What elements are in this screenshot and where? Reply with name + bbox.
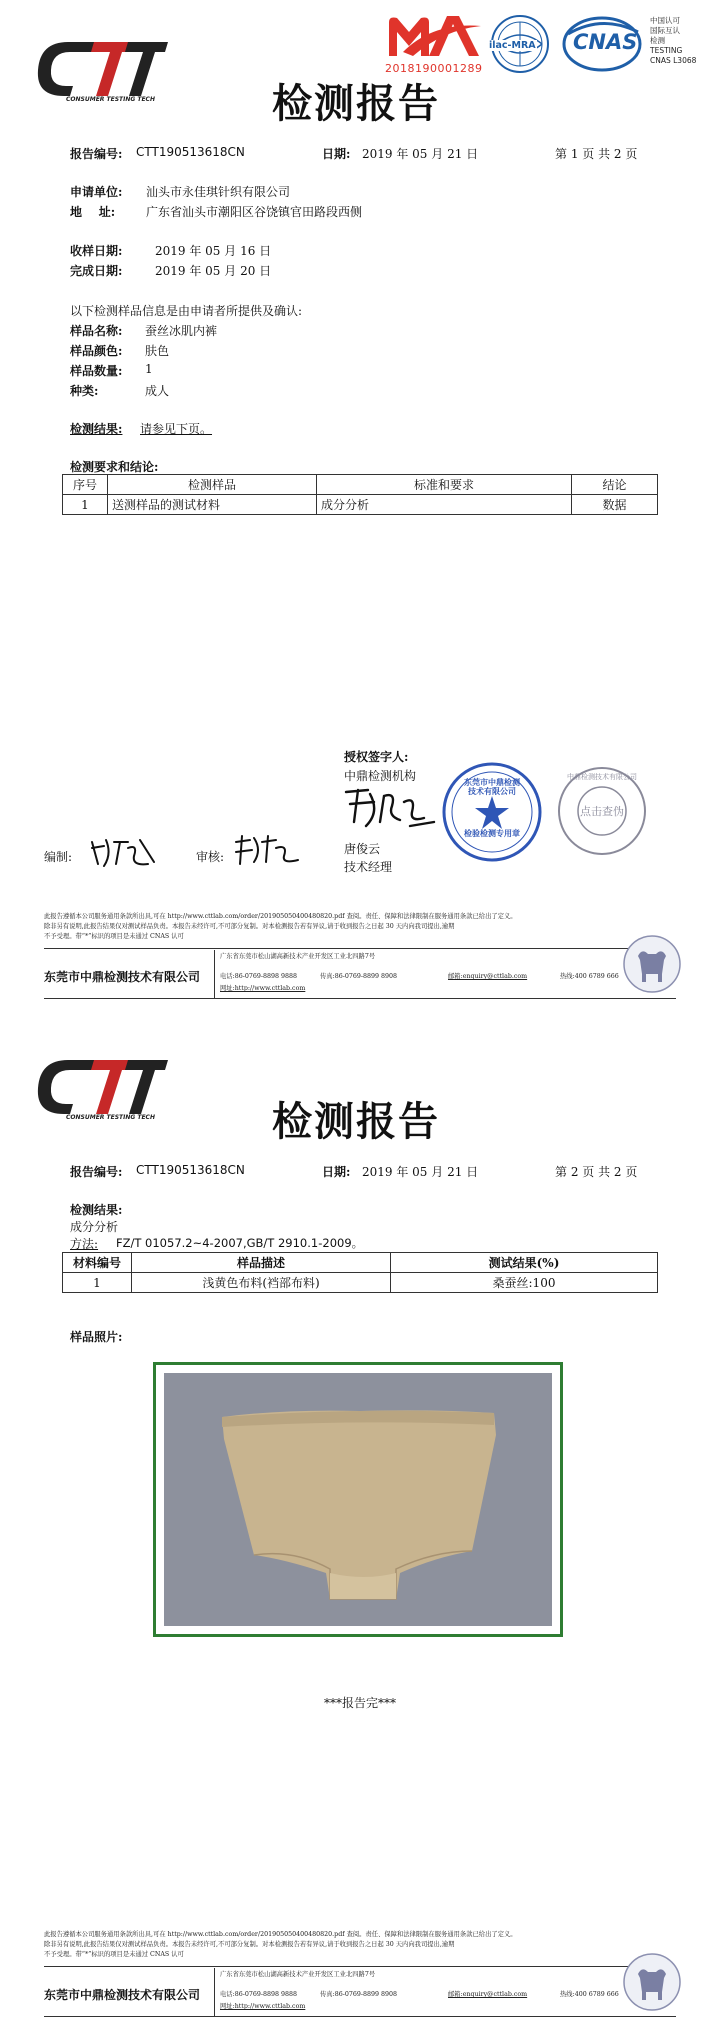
report-no: CTT190513618CN [136, 145, 245, 159]
sample-name-label: 样品名称: [70, 324, 123, 338]
table-row [63, 495, 658, 515]
footer-hotline: 热线:400 6789 666 [560, 1991, 619, 1998]
sample-color: 肤色 [145, 344, 170, 358]
table-row [63, 1273, 658, 1293]
table-cell: 成分分析 [317, 495, 572, 515]
address-value: 广东省汕头市潮阳区谷饶镇官田路段西侧 [146, 205, 363, 219]
sample-kind: 成人 [145, 384, 170, 398]
cma-number: 2018190001289 [385, 62, 483, 75]
sample-qty-label: 样品数量: [70, 364, 123, 378]
sample-name: 蚕丝冰肌内裤 [145, 324, 218, 338]
ctt-logo [30, 1048, 165, 1123]
footer-web[interactable]: 网址:http://www.cttlab.com [220, 2003, 306, 2010]
footer-hotline: 热线:400 6789 666 [560, 973, 619, 980]
report-no: CTT190513618CN [136, 1163, 245, 1177]
sample-photo [164, 1373, 552, 1626]
table-cell: 浅黄色布料(裆部布料) [132, 1273, 391, 1293]
footer-company: 东莞市中鼎检测技术有限公司 [44, 1988, 201, 2002]
receive-date-label: 收样日期: [70, 244, 123, 258]
inspection-seal [440, 760, 544, 864]
report-page-2 [0, 1018, 720, 2036]
signer-title: 技术经理 [344, 860, 393, 874]
header-cell: 标准和要求 [317, 475, 572, 495]
cattle-emblem-icon [622, 1952, 682, 2012]
sample-color-label: 样品颜色: [70, 344, 123, 358]
reviewer-signature [232, 832, 302, 872]
sample-intro: 以下检测样品信息是由申请者所提供及确认: [70, 304, 303, 318]
method-value: FZ/T 01057.2~4-2007,GB/T 2910.1-2009。 [116, 1236, 364, 1250]
applicant-name: 汕头市永佳琪针织有限公司 [146, 185, 291, 199]
table-cell: 1 [63, 495, 108, 515]
reviewer-label: 审核: [196, 850, 225, 864]
address-label: 地 址: [70, 205, 116, 219]
seal-sub-text: 检验检测专用章 [464, 828, 520, 838]
footer-address: 广东省东莞市松山湖高新技术产业开发区工业北四路7号 [220, 953, 376, 960]
table-cell: 桑蚕丝:100 [391, 1273, 658, 1293]
cnas-logo-text: CNAS [573, 30, 638, 54]
disclaimer-block [44, 1930, 684, 1960]
report-title: 检测报告 [272, 1098, 440, 1145]
sample-qty: 1 [145, 362, 153, 376]
disclaimer-line: 除非另有说明,此报告结果仅对测试样品负责。本报告未经许可,不可部分复制。对本检测报告若有异议,请于收到报告之日起 30 天内向我司提出,逾期 [44, 923, 455, 930]
disclaimer-line: 此报告遵循本公司服务通用条款所出具,可在 http://www.cttlab.com/order/20190505040048​0820.pdf 查阅。责任、保障和法律限制在服务通用条款已给出了定义。 [44, 1931, 517, 1938]
ctt-logo-subtitle: CONSUMER TESTING TECH [66, 1114, 155, 1121]
footer-divider [44, 1966, 676, 1967]
disclaimer-line: 不予受理。带“*”标识的项目是未通过 CNAS 认可 [44, 933, 184, 940]
sample-kind-label: 种类: [70, 384, 99, 398]
applicant-label: 申请单位: [70, 185, 123, 199]
date-label: 日期: [322, 147, 351, 161]
footer-fax: 传真:86-0769-8899 8908 [320, 1991, 398, 1998]
footer-company: 东莞市中鼎检测技术有限公司 [44, 970, 201, 984]
disclaimer-block [44, 912, 684, 942]
footer-web[interactable]: 网址:http://www.cttlab.com [220, 985, 306, 992]
seal-org-text: 东莞市中鼎检测技术有限公司 [464, 777, 520, 796]
disclaimer-line: 不予受理。带“*”标识的项目是未通过 CNAS 认可 [44, 1951, 184, 1958]
table-cell: 1 [63, 1273, 132, 1293]
anti-fake-seal-text: 中鼎检测技术有限公司 [567, 773, 637, 781]
ctt-logo-subtitle: CONSUMER TESTING TECH [66, 96, 155, 103]
signer-signature [340, 782, 440, 832]
report-title: 检测报告 [272, 80, 440, 127]
ctt-logo [30, 30, 165, 105]
result-value: 请参见下页。 [140, 422, 213, 436]
header-cell: 测试结果(%) [391, 1253, 658, 1273]
footer-separator [214, 950, 215, 998]
report-no-label: 报告编号: [70, 1165, 123, 1179]
footer-divider-bottom [44, 2016, 676, 2017]
report-date: 2019 年 05 月 21 日 [362, 1165, 479, 1179]
disclaimer-line: 除非另有说明,此报告结果仅对测试样品负责。本报告未经许可,不可部分复制。对本检测报告若有异议,请于收到报告之日起 30 天内向我司提出,逾期 [44, 1941, 455, 1948]
footer-separator [214, 1968, 215, 2016]
ilac-mra-label: ilac-MRA [489, 40, 536, 51]
sample-photo-frame [153, 1362, 563, 1637]
date-label: 日期: [322, 1165, 351, 1179]
anti-fake-center[interactable]: 点击查伪 [580, 805, 624, 818]
complete-date-label: 完成日期: [70, 264, 123, 278]
table-cell: 送测样品的测试材料 [108, 495, 317, 515]
method-label: 方法: [70, 1237, 99, 1251]
signer-name: 唐俊云 [344, 842, 381, 856]
header-cell: 样品描述 [132, 1253, 391, 1273]
signer-org: 中鼎检测机构 [344, 769, 417, 783]
page-number: 第 1 页 共 2 页 [555, 147, 638, 161]
result-label: 检测结果: [70, 422, 123, 436]
footer-divider [44, 948, 676, 949]
authorized-signer-label: 授权签字人: [344, 750, 409, 764]
editor-signature [88, 834, 158, 874]
header-cell: 结论 [572, 475, 658, 495]
footer-tel: 电话:86-0769-8898 9888 [220, 1991, 298, 1998]
cattle-emblem-icon [622, 934, 682, 994]
footer-email[interactable]: 邮箱:enquiry@cttlab.com [448, 1991, 528, 1998]
receive-date: 2019 年 05 月 16 日 [155, 244, 272, 258]
cnas-side-text: 中国认可 国际互认 检测 TESTING CNAS L3068 [650, 16, 697, 65]
disclaimer-line: 此报告遵循本公司服务通用条款所出具,可在 http://www.cttlab.com/order/20190505040048​0820.pdf 查阅。责任、保障和法律限制在服务通用条款已给出了定义。 [44, 913, 517, 920]
footer-tel: 电话:86-0769-8898 9888 [220, 973, 298, 980]
editor-label: 编制: [44, 850, 73, 864]
header-cell: 检测样品 [108, 475, 317, 495]
table-cell: 数据 [572, 495, 658, 515]
photo-label: 样品照片: [70, 1330, 123, 1344]
result-label: 检测结果: [70, 1203, 123, 1217]
report-date: 2019 年 05 月 21 日 [362, 147, 479, 161]
requirements-title: 检测要求和结论: [70, 460, 159, 474]
footer-email[interactable]: 邮箱:enquiry@cttlab.com [448, 973, 528, 980]
result-table [62, 1252, 658, 1293]
header-cell: 材料编号 [63, 1253, 132, 1273]
report-end: ***报告完*** [324, 1696, 397, 1710]
footer-divider-bottom [44, 998, 676, 999]
report-no-label: 报告编号: [70, 147, 123, 161]
cma-mark [383, 12, 485, 62]
table-header-row [63, 1253, 658, 1273]
page-number: 第 2 页 共 2 页 [555, 1165, 638, 1179]
footer-address: 广东省东莞市松山湖高新技术产业开发区工业北四路7号 [220, 1971, 376, 1978]
header-cell: 序号 [63, 475, 108, 495]
footer-fax: 传真:86-0769-8899 8908 [320, 973, 398, 980]
table-header-row [63, 475, 658, 495]
complete-date: 2019 年 05 月 20 日 [155, 264, 272, 278]
requirements-table [62, 474, 658, 515]
analysis-type: 成分分析 [70, 1220, 119, 1234]
